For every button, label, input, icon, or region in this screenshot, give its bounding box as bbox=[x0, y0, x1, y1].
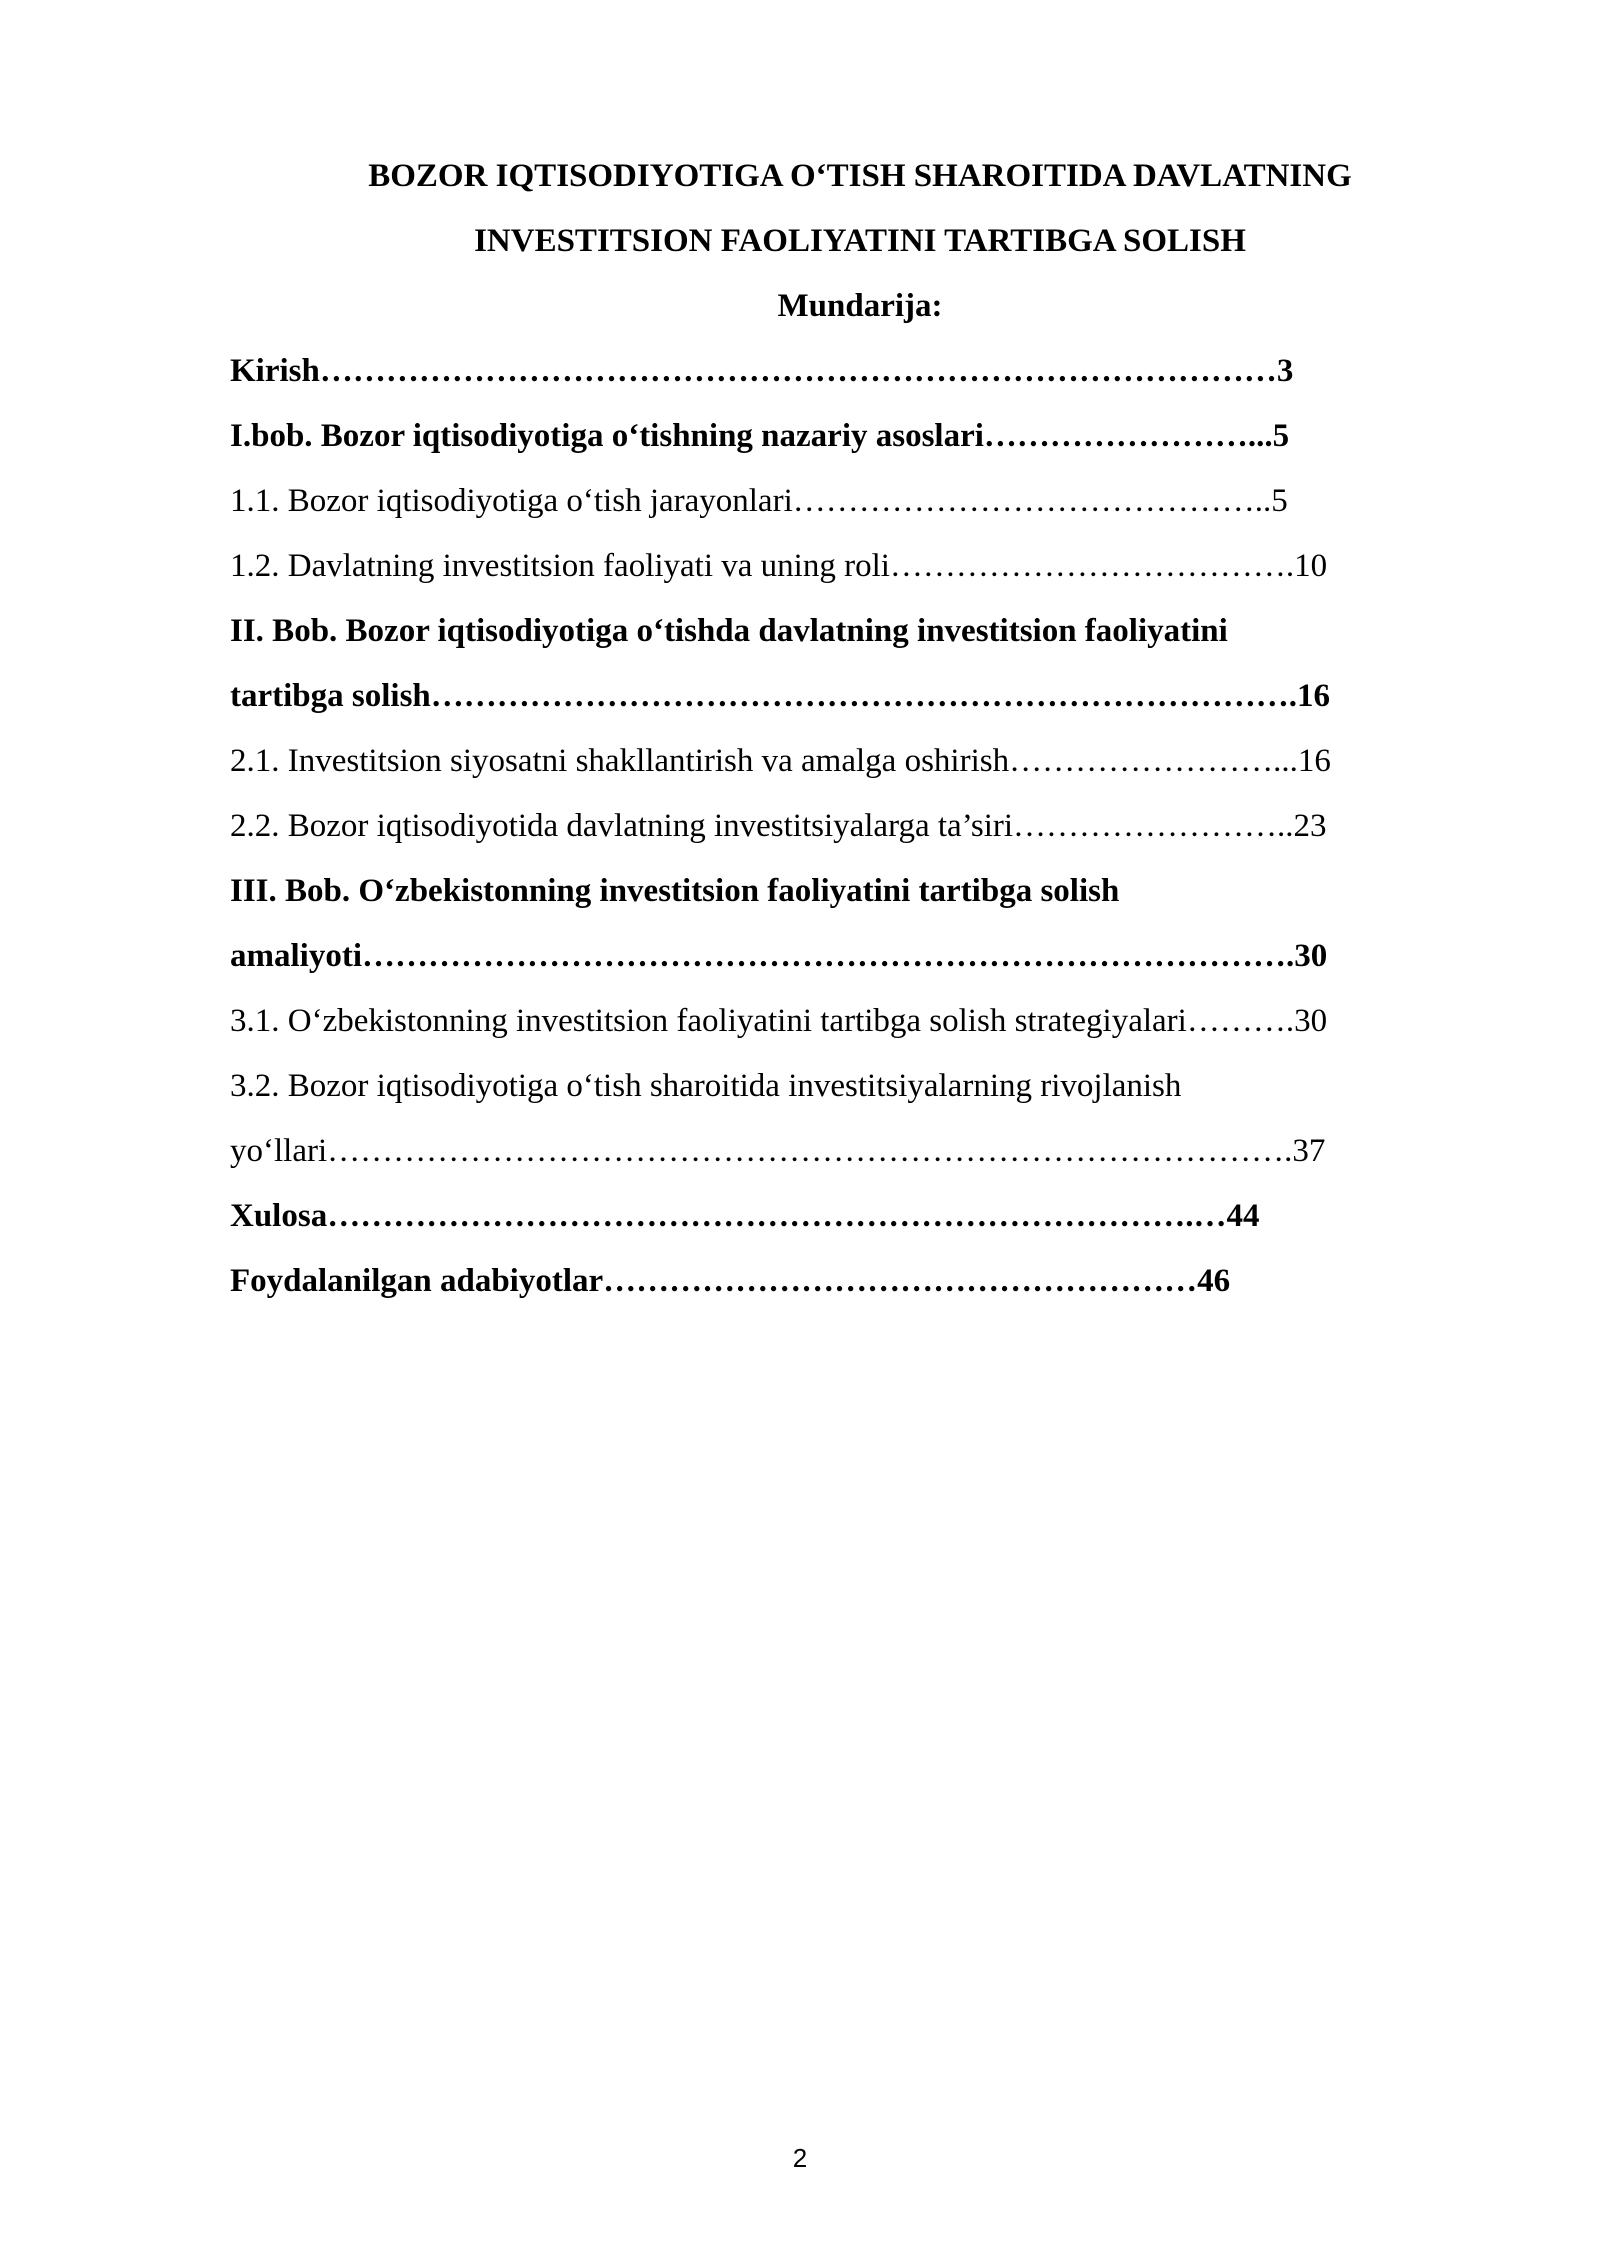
toc-entry-conclusion: Xulosa…………………………………………………………………….…44 bbox=[230, 1198, 1260, 1234]
table-of-contents bbox=[230, 339, 1492, 1314]
document-title-line-1: BOZOR IQTISODIYOTIGA O‘TISH SHAROITIDA DAVLATNING bbox=[368, 158, 1352, 194]
document-title-line-2: INVESTITSION FAOLIYATINI TARTIBGA SOLISH bbox=[474, 223, 1246, 259]
toc-entry-section-3-2-line-2: yo‘llari…………………………………………………………………………….37 bbox=[230, 1133, 1326, 1169]
toc-entry-chapter-1: I.bob. Bozor iqtisodiyotiga o‘tishning nazariy asoslari……………………...5 bbox=[230, 418, 1290, 454]
toc-entry-introduction: Kirish……………………………………………………………………………3 bbox=[230, 353, 1294, 389]
toc-entry-chapter-3-line-1: III. Bob. O‘zbekistonning investitsion faoliyatini tartibga solish bbox=[230, 873, 1120, 909]
toc-entry-section-2-2: 2.2. Bozor iqtisodiyotida davlatning investitsiyalarga ta’siri……………………..23 bbox=[230, 808, 1327, 844]
toc-entry-section-2-1: 2.1. Investitsion siyosatni shakllantirish va amalga oshirish……………………...16 bbox=[230, 743, 1331, 779]
toc-entry-chapter-2-line-1: II. Bob. Bozor iqtisodiyotiga o‘tishda davlatning investitsion faoliyatini bbox=[230, 613, 1228, 649]
toc-entry-chapter-3-line-2: amaliyoti………………………………………………………………………….30 bbox=[230, 938, 1328, 974]
toc-heading: Mundarija: bbox=[777, 288, 943, 324]
toc-entry-section-1-2: 1.2. Davlatning investitsion faoliyati va uning roli……………………………….10 bbox=[230, 548, 1328, 584]
page-number: 2 bbox=[792, 2143, 808, 2173]
toc-entry-section-3-2-line-1: 3.2. Bozor iqtisodiyotiga o‘tish sharoitida investitsiyalarning rivojlanish bbox=[230, 1068, 1182, 1104]
toc-entry-section-1-1: 1.1. Bozor iqtisodiyotiga o‘tish jarayonlari……………………………………..5 bbox=[230, 483, 1288, 519]
toc-entry-references: Foydalanilgan adabiyotlar………………………………………………46 bbox=[230, 1263, 1231, 1299]
toc-entry-chapter-2-line-2: tartibga solish…………………………………………………………………….16 bbox=[230, 678, 1331, 714]
toc-entry-section-3-1: 3.1. O‘zbekistonning investitsion faoliyatini tartibga solish strategiyalari……….30 bbox=[230, 1003, 1328, 1039]
